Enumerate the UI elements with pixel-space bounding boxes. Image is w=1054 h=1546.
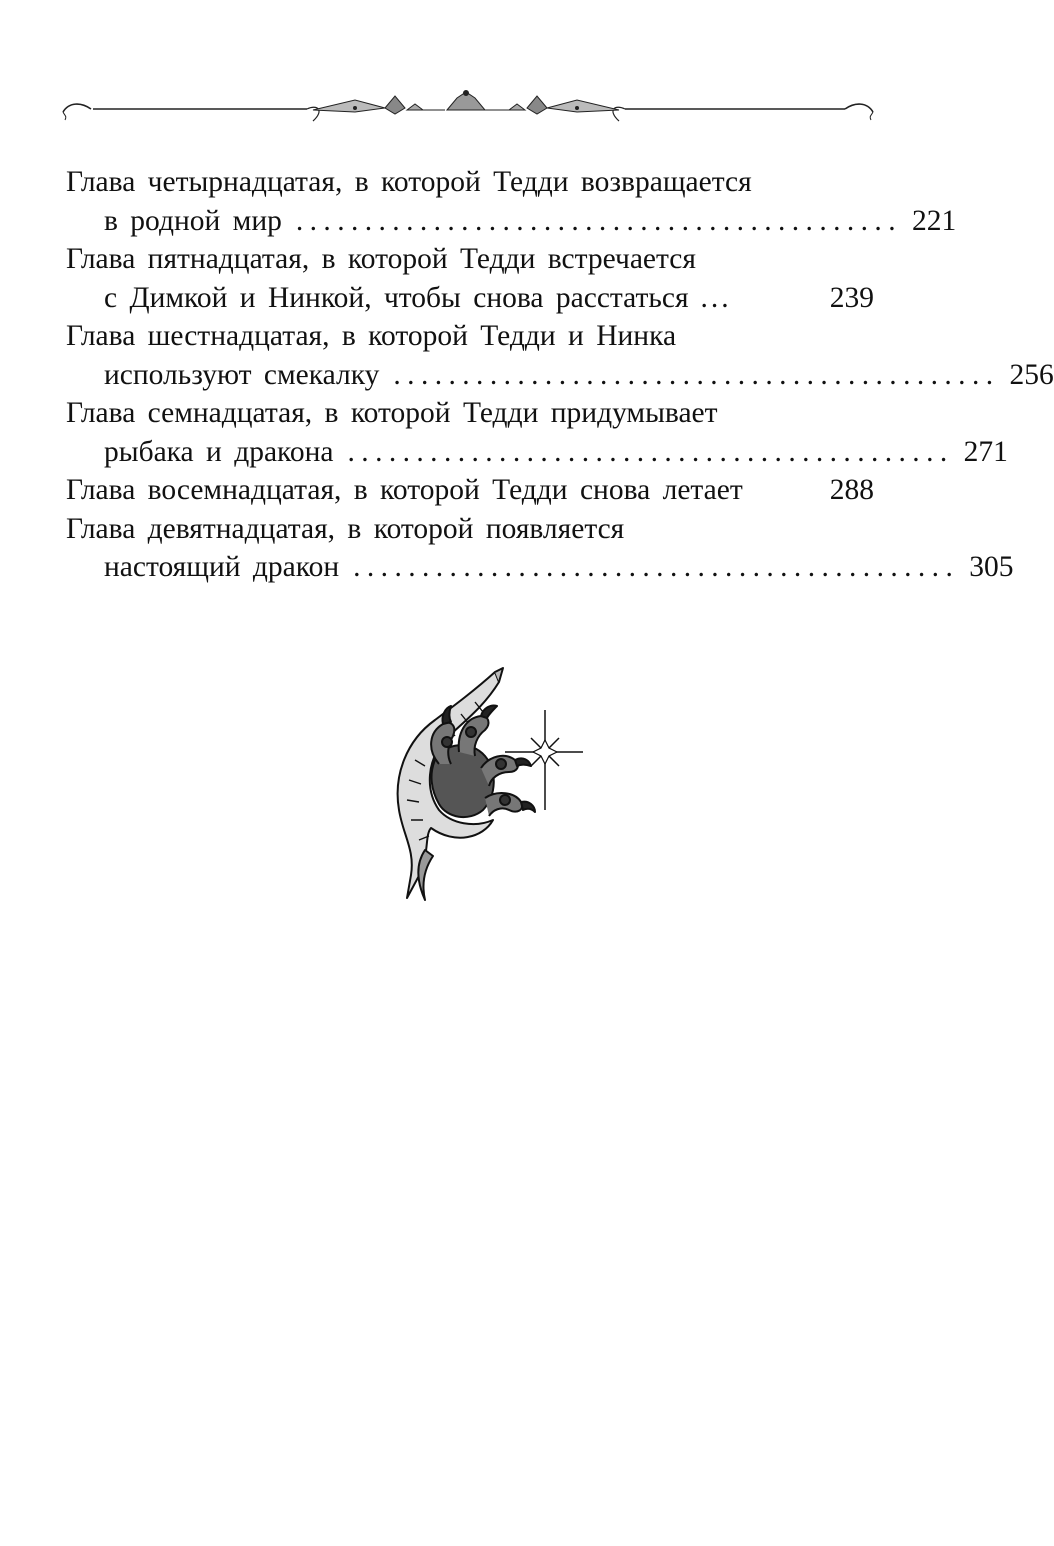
toc-entry	[66, 394, 1008, 471]
toc-entry	[66, 163, 957, 240]
dot-leader: ............................................	[393, 358, 1000, 391]
entry-title-end: с Димкой и Нинкой, чтобы снова расстаться	[104, 281, 689, 314]
page-number: 305	[969, 551, 1014, 583]
entry-title-end: в родной мир	[104, 204, 282, 237]
entry-title-end: рыбака и дракона	[104, 435, 334, 468]
page-number: 239	[829, 281, 874, 314]
entry-title-line: Глава восемнадцатая, в которой Тедди снова летает	[66, 474, 743, 506]
toc-entry	[66, 510, 1014, 587]
entry-continuation-line	[66, 356, 1054, 395]
page-number: 288	[829, 474, 874, 506]
entry-title-line: Глава семнадцатая, в которой Тедди придумывает	[66, 397, 718, 429]
page-number: 256	[1009, 358, 1054, 391]
dot-leader: ...	[700, 281, 732, 314]
dragon-claw-icon	[385, 660, 585, 905]
toc-entry	[66, 240, 874, 317]
page-number: 271	[963, 435, 1008, 468]
dot-leader: ............................................	[353, 551, 960, 583]
entry-continuation-line	[66, 433, 1008, 472]
dot-leader: ............................................	[347, 435, 954, 468]
entry-title-line: Глава четырнадцатая, в которой Тедди возвращается	[66, 166, 752, 198]
header-ornament-divider	[55, 88, 880, 128]
leader-space	[751, 471, 822, 510]
toc-entry	[66, 471, 874, 510]
entry-single-line	[66, 471, 874, 510]
entry-title-line: Глава пятнадцатая, в которой Тедди встречается	[66, 243, 696, 275]
dot-leader: ............................................	[295, 204, 902, 237]
page-number: 221	[911, 204, 957, 237]
entry-title-end: настоящий дракон	[104, 551, 340, 583]
entry-title-line: Глава девятнадцатая, в которой появляется	[66, 512, 625, 545]
entry-title-line: Глава шестнадцатая, в которой Тедди и Нинка	[66, 320, 677, 352]
entry-title-end: используют смекалку	[104, 358, 380, 391]
entry-continuation-line	[66, 202, 957, 241]
toc-entry	[66, 317, 1054, 394]
entry-continuation-line	[66, 279, 874, 318]
table-of-contents	[66, 163, 1054, 587]
entry-continuation-line	[66, 548, 1014, 587]
